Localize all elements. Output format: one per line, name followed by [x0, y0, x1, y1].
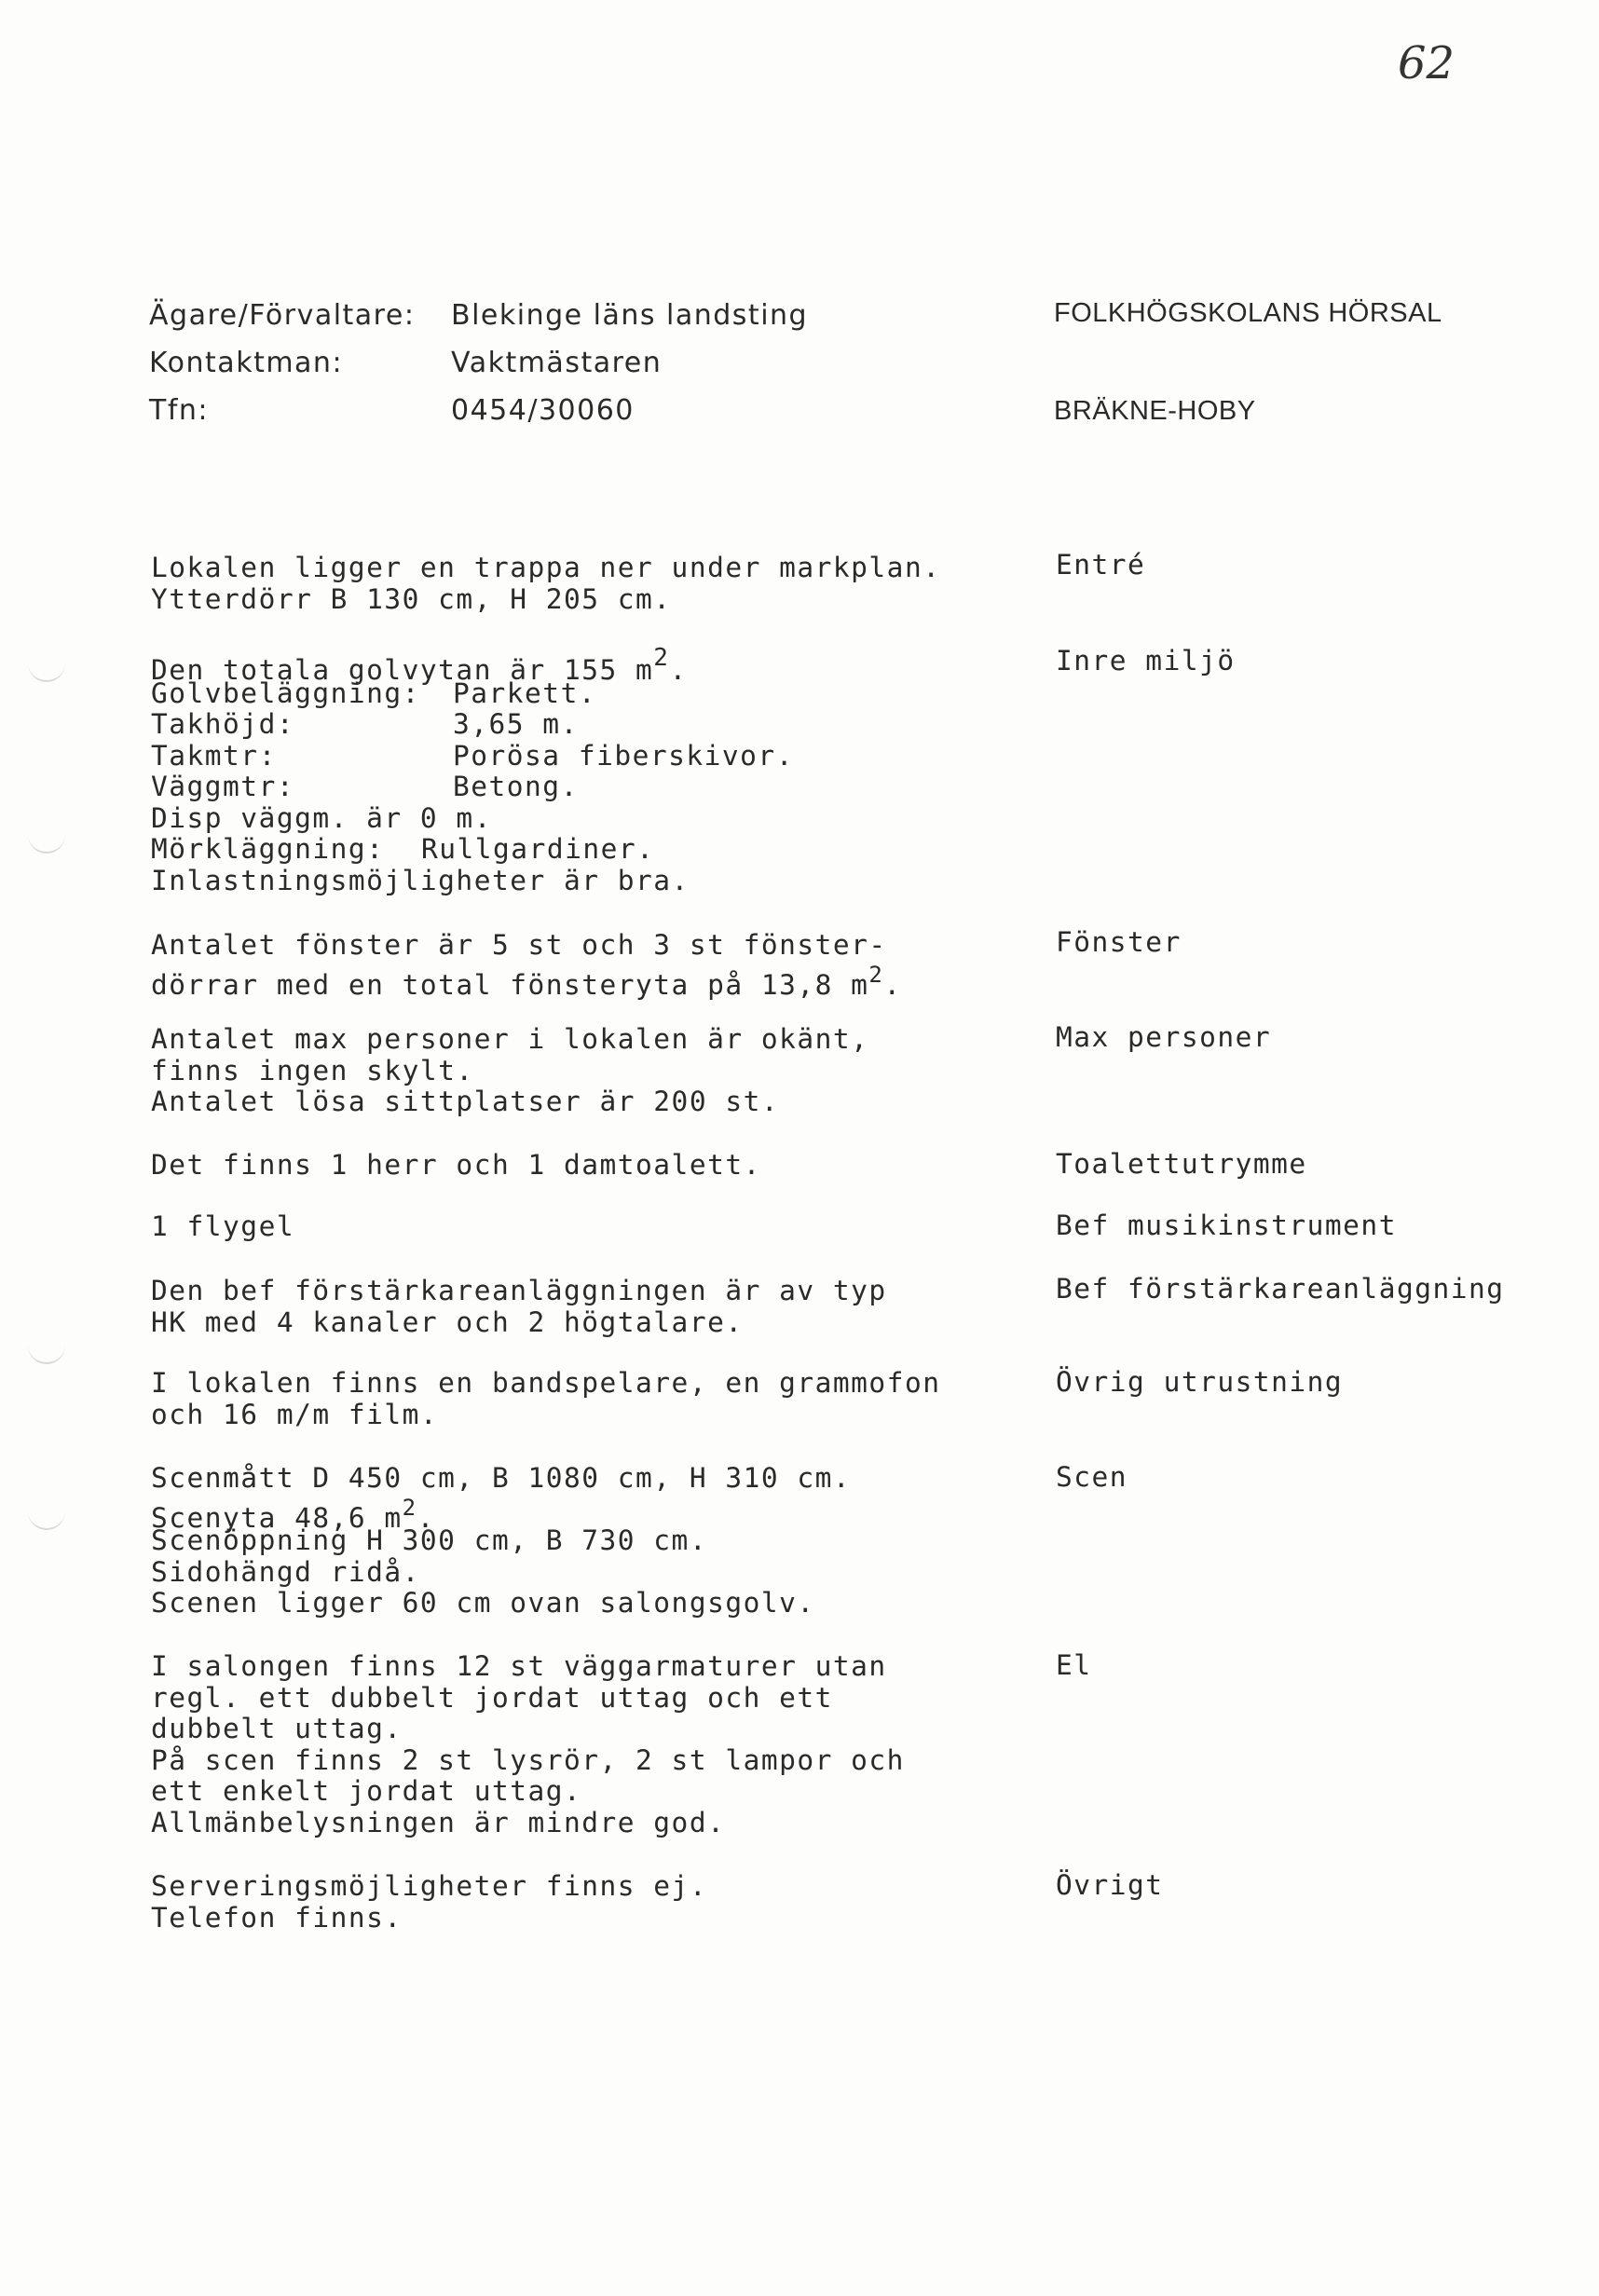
heading-max-personer: Max personer: [1056, 1021, 1272, 1053]
contact-value: Vaktmästaren: [451, 347, 663, 379]
section-fonster: [151, 929, 1027, 1001]
takhojd-line: [151, 709, 1027, 741]
max-line: finns ingen skylt.: [151, 1054, 474, 1086]
mork-value: Rullgardiner.: [421, 833, 655, 865]
takhojd-value: 3,65 m.: [453, 708, 579, 740]
fonster-line: Antalet fönster är 5 st och 3 st fönster-: [151, 929, 887, 961]
ovrig-utr-line: och 16 m/m film.: [151, 1398, 439, 1430]
section-toalett: [151, 1150, 1027, 1182]
mork-label: Mörkläggning:: [151, 833, 385, 865]
heading-forstarkare: Bef förstärkareanläggning: [1056, 1273, 1505, 1305]
musik-line: 1 flygel: [151, 1210, 295, 1242]
golv-line: [151, 678, 1027, 710]
section-inre-miljo: [151, 644, 1027, 896]
vaggmtr-value: Betong.: [453, 771, 579, 802]
heading-ovrig-utrustning: Övrig utrustning: [1056, 1366, 1344, 1398]
heading-scen: Scen: [1056, 1461, 1128, 1493]
takhojd-label: Takhöjd:: [151, 708, 295, 740]
scen-line: Sidohängd ridå.: [151, 1555, 420, 1588]
el-line: ett enkelt jordat uttag.: [151, 1775, 582, 1807]
heading-musikinstrument: Bef musikinstrument: [1056, 1210, 1397, 1241]
toalett-line: Det finns 1 herr och 1 damtoalett.: [151, 1149, 761, 1181]
takmtr-line: [151, 741, 1027, 772]
location-title: BRÄKNE-HOBY: [1054, 396, 1256, 426]
fonster-line: [151, 961, 1027, 1001]
heading-inre-miljo: Inre miljö: [1056, 645, 1236, 676]
vaggmtr-line: [151, 772, 1027, 803]
el-line: dubbelt uttag.: [151, 1713, 403, 1744]
phone-label: Tfn:: [149, 394, 210, 427]
section-entre: [151, 553, 1027, 615]
punch-hole-mark: [28, 1342, 65, 1364]
section-ovrigt: [151, 1871, 1027, 1934]
heading-toalett: Toalettutrymme: [1056, 1148, 1307, 1180]
el-line: Allmänbelysningen är mindre god.: [151, 1806, 726, 1838]
max-line: Antalet lösa sittplatser är 200 st.: [151, 1086, 780, 1117]
owner-value: Blekinge läns landsting: [451, 299, 809, 332]
section-musikinstrument: [151, 1211, 1027, 1243]
forstark-line: Den bef förstärkareanläggningen är av typ: [151, 1275, 887, 1306]
ovrig-utr-line: I lokalen finns en bandspelare, en grammofon: [151, 1367, 941, 1399]
scen-line: Scenen ligger 60 cm ovan salongsgolv.: [151, 1587, 815, 1619]
floor-area-text: Den totala golvytan är 155 m: [151, 653, 654, 686]
forstark-line: HK med 4 kanaler och 2 högtalare.: [151, 1305, 744, 1338]
mork-line: [151, 834, 1027, 866]
ovrigt-line: Serveringsmöjligheter finns ej.: [151, 1870, 708, 1902]
punch-hole-mark: [28, 660, 65, 682]
floor-area-exponent: 2: [653, 644, 670, 672]
contact-label: Kontaktman:: [149, 347, 344, 379]
entre-line: Lokalen ligger en trappa ner under markplan.: [151, 552, 941, 583]
disp-line: Disp väggm. är 0 m.: [151, 801, 492, 834]
scen-line: Scenmått D 450 cm, B 1080 cm, H 310 cm.: [151, 1462, 852, 1494]
floor-area-line: [151, 644, 1027, 686]
phone-value: 0454/30060: [451, 394, 635, 427]
max-line: Antalet max personer i lokalen är okänt,: [151, 1023, 869, 1055]
fonster-area-end: .: [883, 968, 902, 1001]
el-line: I salongen finns 12 st väggarmaturer utan: [151, 1650, 887, 1682]
owner-label: Ägare/Förvaltare:: [149, 299, 416, 332]
vaggmtr-label: Väggmtr:: [151, 771, 295, 802]
scen-area-end: .: [417, 1501, 435, 1534]
section-scen: [151, 1463, 1027, 1620]
heading-ovrigt: Övrigt: [1056, 1869, 1164, 1901]
floor-area-end: .: [669, 653, 688, 686]
fonster-area-text: dörrar med en total fönsteryta på 13,8 m: [151, 968, 869, 1001]
el-line: På scen finns 2 st lysrör, 2 st lampor och: [151, 1743, 905, 1776]
scen-line: Scenöppning H 300 cm, B 730 cm.: [151, 1524, 708, 1556]
scen-area-exponent: 2: [402, 1494, 417, 1521]
golv-value: Parkett.: [453, 676, 597, 709]
section-el: [151, 1651, 1027, 1838]
heading-entre: Entré: [1056, 549, 1146, 581]
section-max-personer: [151, 1024, 1027, 1118]
takmtr-value: Porösa fiberskivor.: [453, 739, 794, 772]
el-line: regl. ett dubbelt jordat uttag och ett: [151, 1681, 833, 1714]
heading-el: El: [1056, 1649, 1092, 1681]
section-ovrig-utrustning: [151, 1368, 1027, 1430]
scen-line: [151, 1494, 1027, 1534]
section-forstarkare: [151, 1276, 1027, 1338]
scen-area-text: Scenyta 48,6 m: [151, 1501, 403, 1534]
ovrigt-line: Telefon finns.: [151, 1901, 403, 1934]
page-number: 62: [1398, 37, 1456, 89]
punch-hole-mark: [28, 1508, 65, 1530]
document-title: FOLKHÖGSKOLANS HÖRSAL: [1054, 298, 1442, 328]
golv-label: Golvbeläggning:: [151, 676, 420, 709]
inlast-line: Inlastningsmöjligheter är bra.: [151, 864, 690, 896]
punch-hole-mark: [28, 831, 65, 854]
entre-line: Ytterdörr B 130 cm, H 205 cm.: [151, 582, 672, 615]
takmtr-label: Takmtr:: [151, 739, 277, 772]
fonster-area-exponent: 2: [868, 961, 884, 988]
heading-fonster: Fönster: [1056, 926, 1182, 958]
